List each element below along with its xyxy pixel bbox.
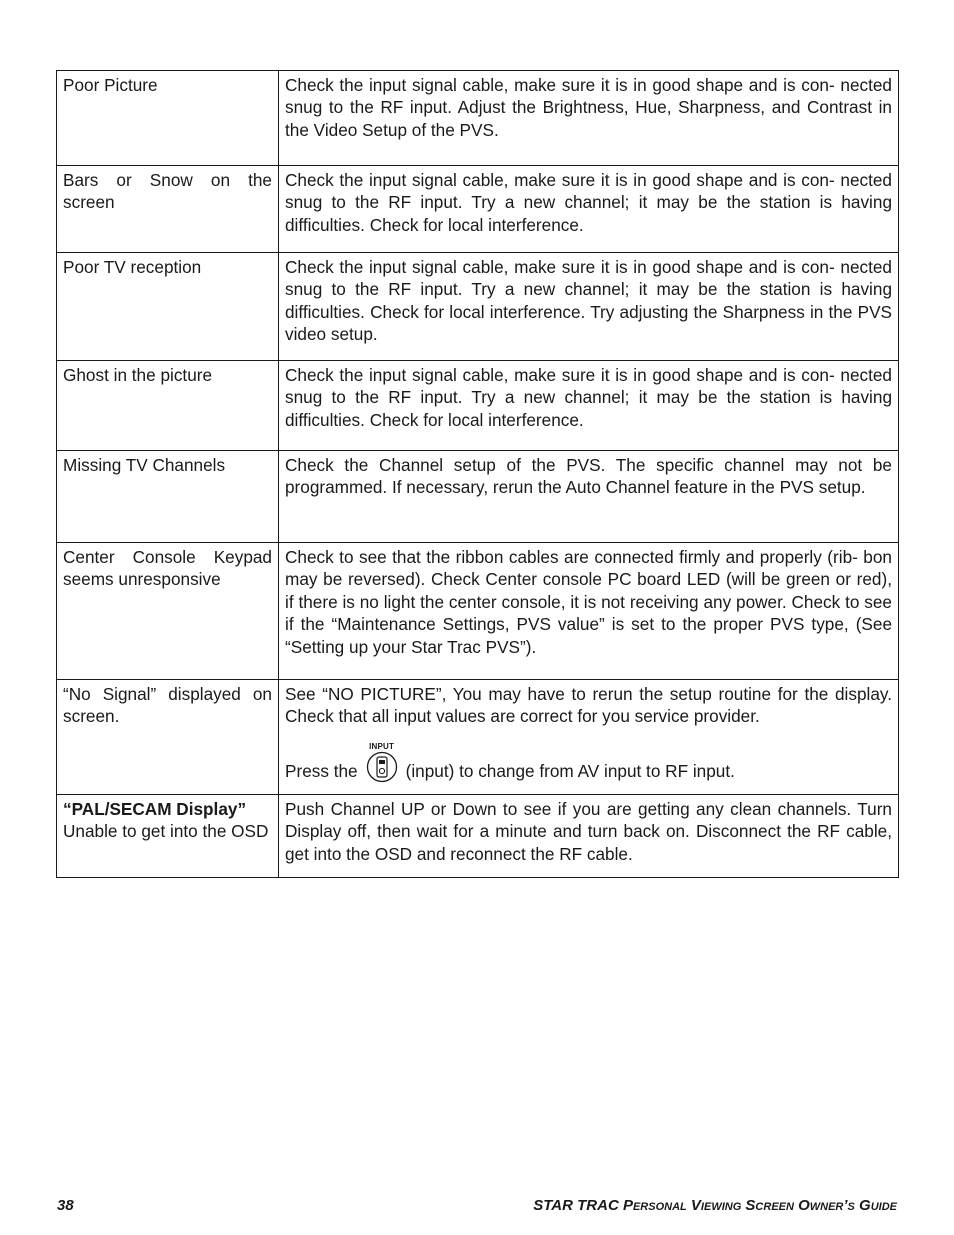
page-number: 38 [57, 1197, 74, 1214]
solution-cell: Check the input signal cable, make sure it is in good shape and is con- nected snug to the RF input. Try a new channel; it may be the station is having difficulties. Check for local interference. Try adjusting the Sharpness in the PVS video setup. [279, 253, 899, 361]
table-row [57, 361, 899, 451]
troubleshooting-table [56, 70, 899, 878]
footer-title: STAR TRAC Personal Viewing Screen Owner’s Guide [533, 1197, 897, 1214]
solution-cell: Push Channel UP or Down to see if you are getting any clean channels. Turn Display off, then wait for a minute and turn back on. Disconnect the RF cable, get into the OSD and reconnect the RF cable. [279, 795, 899, 878]
solution-cell: Check to see that the ribbon cables are connected firmly and properly (rib- bon may be reversed). Check Center console PC board LED (will be green or red), if there is no light the center console, it is not receiving any power. Check to see if the “Maintenance Settings, PVS value” is set to the proper PVS type, (See “Setting up your Star Trac PVS”). [279, 543, 899, 680]
problem-cell: Missing TV Channels [57, 451, 279, 543]
press-before-text: Press the [285, 761, 358, 782]
table-row [57, 253, 899, 361]
problem-cell: Bars or Snow on the screen [57, 166, 279, 253]
press-after-text: (input) to change from AV input to RF input. [405, 761, 735, 782]
press-input-instruction [285, 742, 892, 783]
solution-cell: Check the Channel setup of the PVS. The specific channel may not be programmed. If necessary, rerun the Auto Channel feature in the PVS setup. [279, 451, 899, 543]
problem-text: Unable to get into the OSD [63, 821, 269, 842]
input-icon-label: INPUT [369, 741, 395, 751]
table-row [57, 166, 899, 253]
problem-cell: Poor TV reception [57, 253, 279, 361]
problem-cell: “No Signal” displayed on screen. [57, 680, 279, 795]
problem-cell: Ghost in the picture [57, 361, 279, 451]
problem-cell: Center Console Keypad seems unresponsive [57, 543, 279, 680]
table-row [57, 71, 899, 166]
solution-cell [279, 680, 899, 795]
problem-heading: “PAL/SECAM Display” [63, 799, 247, 819]
input-button-icon [366, 742, 398, 783]
solution-cell: Check the input signal cable, make sure it is in good shape and is con- nected snug to the RF input. Try a new channel; it may be the station is having difficulties. Check for local interference. [279, 361, 899, 451]
problem-cell [57, 795, 279, 878]
problem-cell: Poor Picture [57, 71, 279, 166]
table-row [57, 680, 899, 795]
solution-text: See “NO PICTURE”, You may have to rerun the setup routine for the display. Check that all input values are correct for you service provider. [285, 684, 892, 727]
solution-cell: Check the input signal cable, make sure it is in good shape and is con- nected snug to the RF input. Adjust the Brightness, Hue, Sharpness, and Contrast in the Video Setup of the PVS. [279, 71, 899, 166]
table-row [57, 451, 899, 543]
table-row [57, 795, 899, 878]
solution-cell: Check the input signal cable, make sure it is in good shape and is con- nected snug to the RF input. Try a new channel; it may be the station is having difficulties. Check for local interference. [279, 166, 899, 253]
input-knob-icon [366, 751, 398, 783]
table-row [57, 543, 899, 680]
